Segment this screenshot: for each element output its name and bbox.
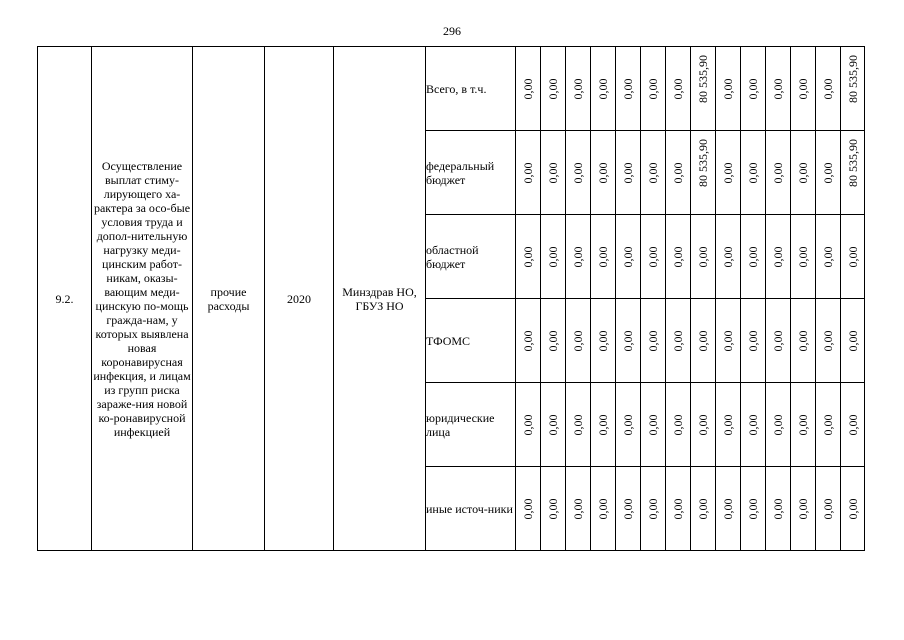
value-cell [691,383,716,467]
measure-description: Осуществление выплат стиму-лирующего ха-рактера за осо-бые условия труда и допол-нительную нагрузку меди-цинским работ-никам, оказы-вающим меди-цинскую по-мощь гражда-нам, у которых выявлена новая коронавирусная инфекция, и лицам из групп риска зараже-ния новой ко-ронавирусной инфекцией [92,47,193,551]
value-cell [766,299,791,383]
value-cell [641,299,666,383]
value-cell [641,215,666,299]
value-text: 0,00 [696,330,710,351]
value-cell [541,467,566,551]
funding-source: областной бюджет [426,215,516,299]
value-cell [566,383,591,467]
value-text: 0,00 [796,414,810,435]
value-cell [816,131,841,215]
value-cell [691,467,716,551]
value-text: 0,00 [746,246,760,267]
value-cell [541,299,566,383]
value-text: 0,00 [746,414,760,435]
value-cell [716,131,741,215]
value-text: 0,00 [621,498,635,519]
value-text: 0,00 [546,414,560,435]
value-text: 0,00 [796,162,810,183]
value-cell [591,131,616,215]
value-cell [816,215,841,299]
value-text: 0,00 [571,498,585,519]
value-cell [666,215,691,299]
funding-source: федеральный бюджет [426,131,516,215]
value-text: 0,00 [571,414,585,435]
value-text: 0,00 [845,330,860,351]
value-cell [741,215,766,299]
value-text: 0,00 [671,78,685,99]
value-cell [841,131,865,215]
value-text: 0,00 [521,414,535,435]
value-text: 0,00 [796,498,810,519]
value-text: 0,00 [521,246,535,267]
value-text: 0,00 [771,330,785,351]
value-cell [841,299,865,383]
value-cell [816,467,841,551]
value-cell [766,467,791,551]
value-cell [841,467,865,551]
value-cell [666,299,691,383]
value-text: 0,00 [646,78,660,99]
value-text: 0,00 [821,414,835,435]
value-text: 0,00 [621,162,635,183]
value-cell [791,215,816,299]
funding-table [37,46,865,551]
value-cell [791,467,816,551]
value-cell [816,383,841,467]
value-cell [541,383,566,467]
value-cell [616,383,641,467]
value-text: 0,00 [721,330,735,351]
value-text: 0,00 [646,414,660,435]
value-text: 0,00 [845,498,860,519]
value-text: 0,00 [746,330,760,351]
value-text: 0,00 [721,78,735,99]
value-text: 0,00 [571,330,585,351]
value-text: 0,00 [721,246,735,267]
value-cell [641,383,666,467]
value-cell [591,215,616,299]
value-text: 0,00 [596,498,610,519]
funding-source: ТФОМС [426,299,516,383]
value-cell [716,47,741,131]
value-cell [616,215,641,299]
value-cell [691,131,716,215]
value-text: 0,00 [721,162,735,183]
value-text: 80 535,90 [696,55,710,103]
value-cell [541,131,566,215]
value-text: 0,00 [821,162,835,183]
value-text: 0,00 [621,78,635,99]
value-cell [641,47,666,131]
value-text: 0,00 [696,498,710,519]
value-cell [516,131,541,215]
value-text: 0,00 [771,414,785,435]
value-text: 0,00 [646,330,660,351]
funding-source: иные источ-ники [426,467,516,551]
value-cell [741,467,766,551]
value-cell [566,215,591,299]
value-cell [691,47,716,131]
value-cell [541,47,566,131]
value-cell [516,215,541,299]
value-cell [566,131,591,215]
funding-source: Всего, в т.ч. [426,47,516,131]
value-cell [791,299,816,383]
value-text: 0,00 [821,246,835,267]
value-cell [716,215,741,299]
value-text: 0,00 [646,498,660,519]
value-text: 0,00 [771,162,785,183]
value-cell [641,467,666,551]
value-text: 0,00 [696,414,710,435]
value-text: 80 535,90 [845,139,860,187]
value-text: 0,00 [546,162,560,183]
value-cell [766,215,791,299]
value-text: 0,00 [596,414,610,435]
value-text: 0,00 [596,246,610,267]
value-text: 0,00 [621,414,635,435]
value-cell [691,299,716,383]
page-number: 296 [443,24,461,38]
value-text: 0,00 [521,162,535,183]
table-row [38,47,865,131]
value-cell [816,299,841,383]
value-cell [666,383,691,467]
funding-table-body [38,47,865,551]
value-text: 0,00 [845,246,860,267]
value-text: 0,00 [621,246,635,267]
value-cell [741,47,766,131]
value-text: 0,00 [796,246,810,267]
row-number: 9.2. [38,47,92,551]
funding-source: юридические лица [426,383,516,467]
value-cell [691,215,716,299]
value-cell [791,131,816,215]
value-cell [591,299,616,383]
year: 2020 [265,47,334,551]
value-cell [516,299,541,383]
value-text: 0,00 [646,246,660,267]
value-text: 0,00 [671,162,685,183]
value-text: 0,00 [521,498,535,519]
value-cell [716,467,741,551]
value-text: 0,00 [796,330,810,351]
value-text: 0,00 [671,330,685,351]
value-cell [591,383,616,467]
value-cell [716,299,741,383]
value-cell [641,131,666,215]
value-text: 0,00 [671,498,685,519]
value-text: 0,00 [596,78,610,99]
value-cell [841,383,865,467]
value-cell [566,47,591,131]
value-cell [841,47,865,131]
value-cell [516,47,541,131]
value-cell [666,467,691,551]
value-cell [816,47,841,131]
value-cell [666,47,691,131]
value-text: 0,00 [796,78,810,99]
value-text: 0,00 [546,246,560,267]
value-cell [541,215,566,299]
value-text: 0,00 [821,78,835,99]
value-text: 0,00 [845,414,860,435]
value-cell [591,467,616,551]
value-text: 0,00 [546,78,560,99]
value-cell [766,131,791,215]
value-text: 0,00 [546,330,560,351]
value-text: 0,00 [771,246,785,267]
value-cell [566,299,591,383]
value-text: 0,00 [821,498,835,519]
value-cell [616,299,641,383]
value-cell [741,131,766,215]
value-cell [741,299,766,383]
value-text: 0,00 [621,330,635,351]
value-cell [841,215,865,299]
value-cell [616,131,641,215]
value-text: 0,00 [671,414,685,435]
value-text: 0,00 [821,330,835,351]
value-text: 0,00 [746,162,760,183]
value-text: 0,00 [521,330,535,351]
value-text: 0,00 [646,162,660,183]
value-text: 0,00 [546,498,560,519]
value-cell [516,467,541,551]
value-text: 0,00 [571,162,585,183]
value-text: 0,00 [571,246,585,267]
value-text: 0,00 [721,414,735,435]
value-cell [666,131,691,215]
value-cell [716,383,741,467]
value-text: 0,00 [596,330,610,351]
value-text: 0,00 [771,78,785,99]
value-cell [591,47,616,131]
value-cell [616,47,641,131]
value-text: 0,00 [721,498,735,519]
value-text: 80 535,90 [845,55,860,103]
value-text: 0,00 [671,246,685,267]
value-cell [566,467,591,551]
value-cell [766,383,791,467]
expense-type: прочие расходы [193,47,265,551]
value-text: 0,00 [746,78,760,99]
value-cell [741,383,766,467]
value-cell [791,383,816,467]
value-cell [766,47,791,131]
value-text: 0,00 [596,162,610,183]
value-text: 0,00 [571,78,585,99]
value-cell [791,47,816,131]
value-text: 0,00 [746,498,760,519]
value-text: 80 535,90 [696,139,710,187]
value-cell [616,467,641,551]
value-text: 0,00 [521,78,535,99]
value-text: 0,00 [771,498,785,519]
value-text: 0,00 [696,246,710,267]
value-cell [516,383,541,467]
executor: Минздрав НО, ГБУЗ НО [334,47,426,551]
